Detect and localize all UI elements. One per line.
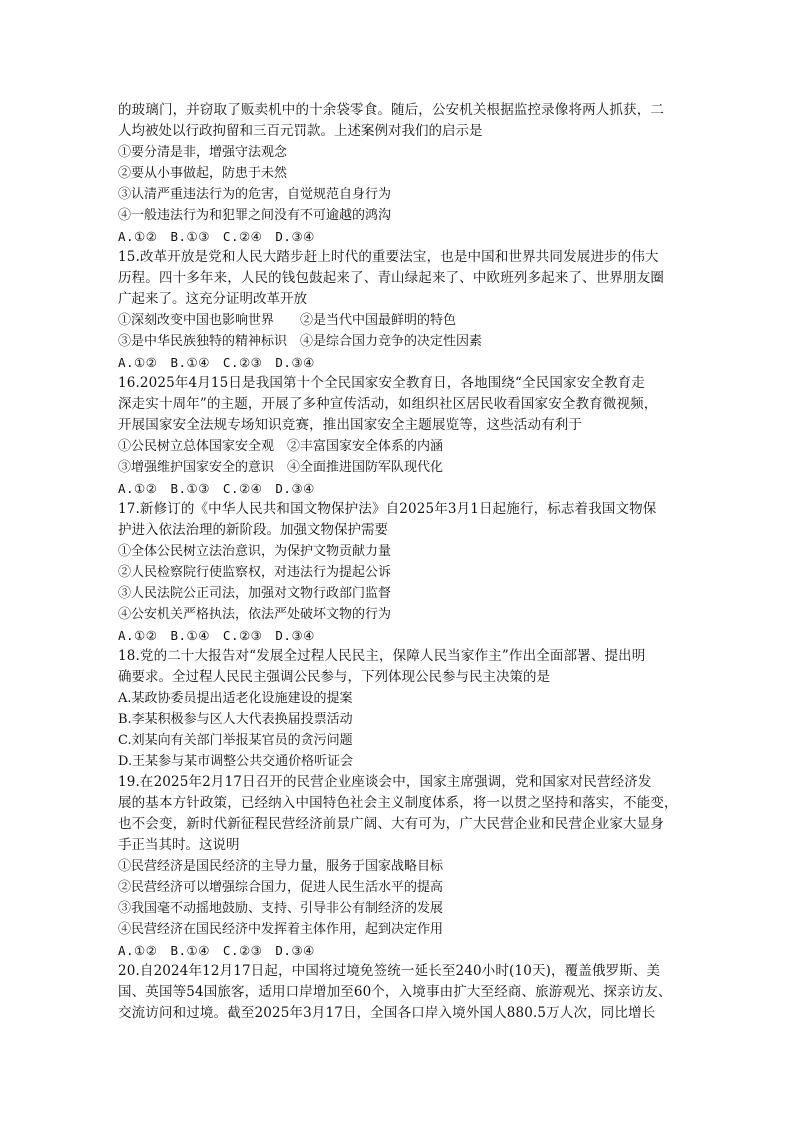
option-line: ②民营经济可以增强综合国力，促进人民生活水平的提高 [118, 880, 444, 895]
option-line: ③认清严重违法行为的危害，自觉规范自身行为 [118, 187, 392, 202]
option-line: ③人民法院公正司法，加强对文物行政部门监督 [118, 586, 392, 601]
question-16-stem: 16.2025年4月15日是我国第十个全民国家安全教育日，各地围绕“全民国家安全教育走 [118, 375, 645, 391]
text-line: 国、英国等54国旅客，适用口岸增加至60个，入境事由扩大至经商、旅游观光、探亲访友、 [118, 984, 672, 1000]
question-17-stem: 17.新修订的《中华人民共和国文物保护法》自2025年3月1日起施行，标志着我国文物保 [118, 501, 657, 517]
option-line: ③增强维护国家安全的意识 ④全面推进国防军队现代化 [118, 460, 444, 475]
option-line: ②人民检察院行使监察权，对违法行为提起公诉 [118, 565, 392, 580]
text-line: 广起来了。这充分证明改革开放 [118, 291, 307, 307]
text-line: 历程。四十多年来，人民的钱包鼓起来了、青山绿起来了、中欧班列多起来了、世界朋友圈 [118, 270, 664, 286]
answer-choices: A.①② B.①③ C.②④ D.③④ [118, 481, 315, 496]
option-line: ③我国毫不动摇地鼓励、支持、引导非公有制经济的发展 [118, 901, 444, 916]
option-line: ①深刻改变中国也影响世界 ②是当代中国最鲜明的特色 [118, 313, 457, 328]
option-line: ④一般违法行为和犯罪之间没有不可逾越的鸿沟 [118, 208, 392, 223]
text-line: 护进入依法治理的新阶段。加强文物保护需要 [118, 522, 388, 538]
option-d: D.王某参与某市调整公共交通价格听证会 [118, 754, 354, 769]
option-line: ②要从小事做起，防患于未然 [118, 166, 288, 181]
answer-choices: A.①② B.①④ C.②③ D.③④ [118, 355, 315, 370]
question-15-stem: 15.改革开放是党和人民大踏步赶上时代的重要法宝，也是中国和世界共同发展进步的伟大 [118, 249, 659, 265]
option-c: C.刘某向有关部门举报某官员的贪污问题 [118, 733, 353, 748]
text-line: 也不会变，新时代新征程民营经济前景广阔、大有可为，广大民营企业和民营企业家大显身 [118, 816, 664, 832]
question-20-stem: 20.自2024年12月17日起，中国将过境免签统一延长至240小时(10天)，覆盖俄罗斯、美 [118, 963, 661, 979]
answer-choices: A.①② B.①③ C.②④ D.③④ [118, 229, 315, 244]
option-a: A.某政协委员提出适老化设施建设的提案 [118, 691, 353, 706]
answer-choices: A.①② B.①④ C.②③ D.③④ [118, 628, 315, 643]
text-line: 人均被处以行政拘留和三百元罚款。上述案例对我们的启示是 [118, 123, 483, 139]
text-line: 的玻璃门，并窃取了贩卖机中的十余袋零食。随后，公安机关根据监控录像将两人抓获，二 [118, 102, 664, 118]
text-line: 交流访问和过境。截至2025年3月17日，全国各口岸入境外国人880.5万人次，同比增长 [118, 1005, 656, 1021]
option-line: ①民营经济是国民经济的主导力量，服务于国家战略目标 [118, 859, 444, 874]
text-line: 展的基本方针政策，已经纳入中国特色社会主义制度体系，将一以贯之坚持和落实，不能变， [118, 795, 678, 811]
option-line: ④民营经济在国民经济中发挥着主体作用，起到决定作用 [118, 922, 444, 937]
option-line: ④公安机关严格执法，依法严处破坏文物的行为 [118, 607, 392, 622]
answer-choices: A.①② B.①④ C.②③ D.③④ [118, 943, 315, 958]
option-line: ①公民树立总体国家安全观 ②丰富国家安全体系的内涵 [118, 439, 444, 454]
text-line: 手正当其时。这说明 [118, 837, 240, 853]
option-line: ①全体公民树立法治意识，为保护文物贡献力量 [118, 544, 392, 559]
option-line: ①要分清是非，增强守法观念 [118, 145, 288, 160]
option-b: B.李某积极参与区人大代表换届投票活动 [118, 712, 353, 727]
option-line: ③是中华民族独特的精神标识 ④是综合国力竞争的决定性因素 [118, 334, 483, 349]
question-19-stem: 19.在2025年2月17日召开的民营企业座谈会中，国家主席强调，党和国家对民营经济发 [118, 774, 652, 790]
question-18-stem: 18.党的二十大报告对“发展全过程人民民主，保障人民当家作主”作出全面部署、提出明 [118, 648, 646, 664]
text-line: 确要求。全过程人民民主强调公民参与，下列体现公民参与民主决策的是 [118, 669, 550, 685]
text-line: 开展国家安全法规专场知识竞赛，推出国家安全主题展览等，这些活动有利于 [118, 417, 583, 433]
text-line: 深走实十周年”的主题，开展了多种宣传活动，如组织社区居民收看国家安全教育微视频， [118, 396, 658, 412]
